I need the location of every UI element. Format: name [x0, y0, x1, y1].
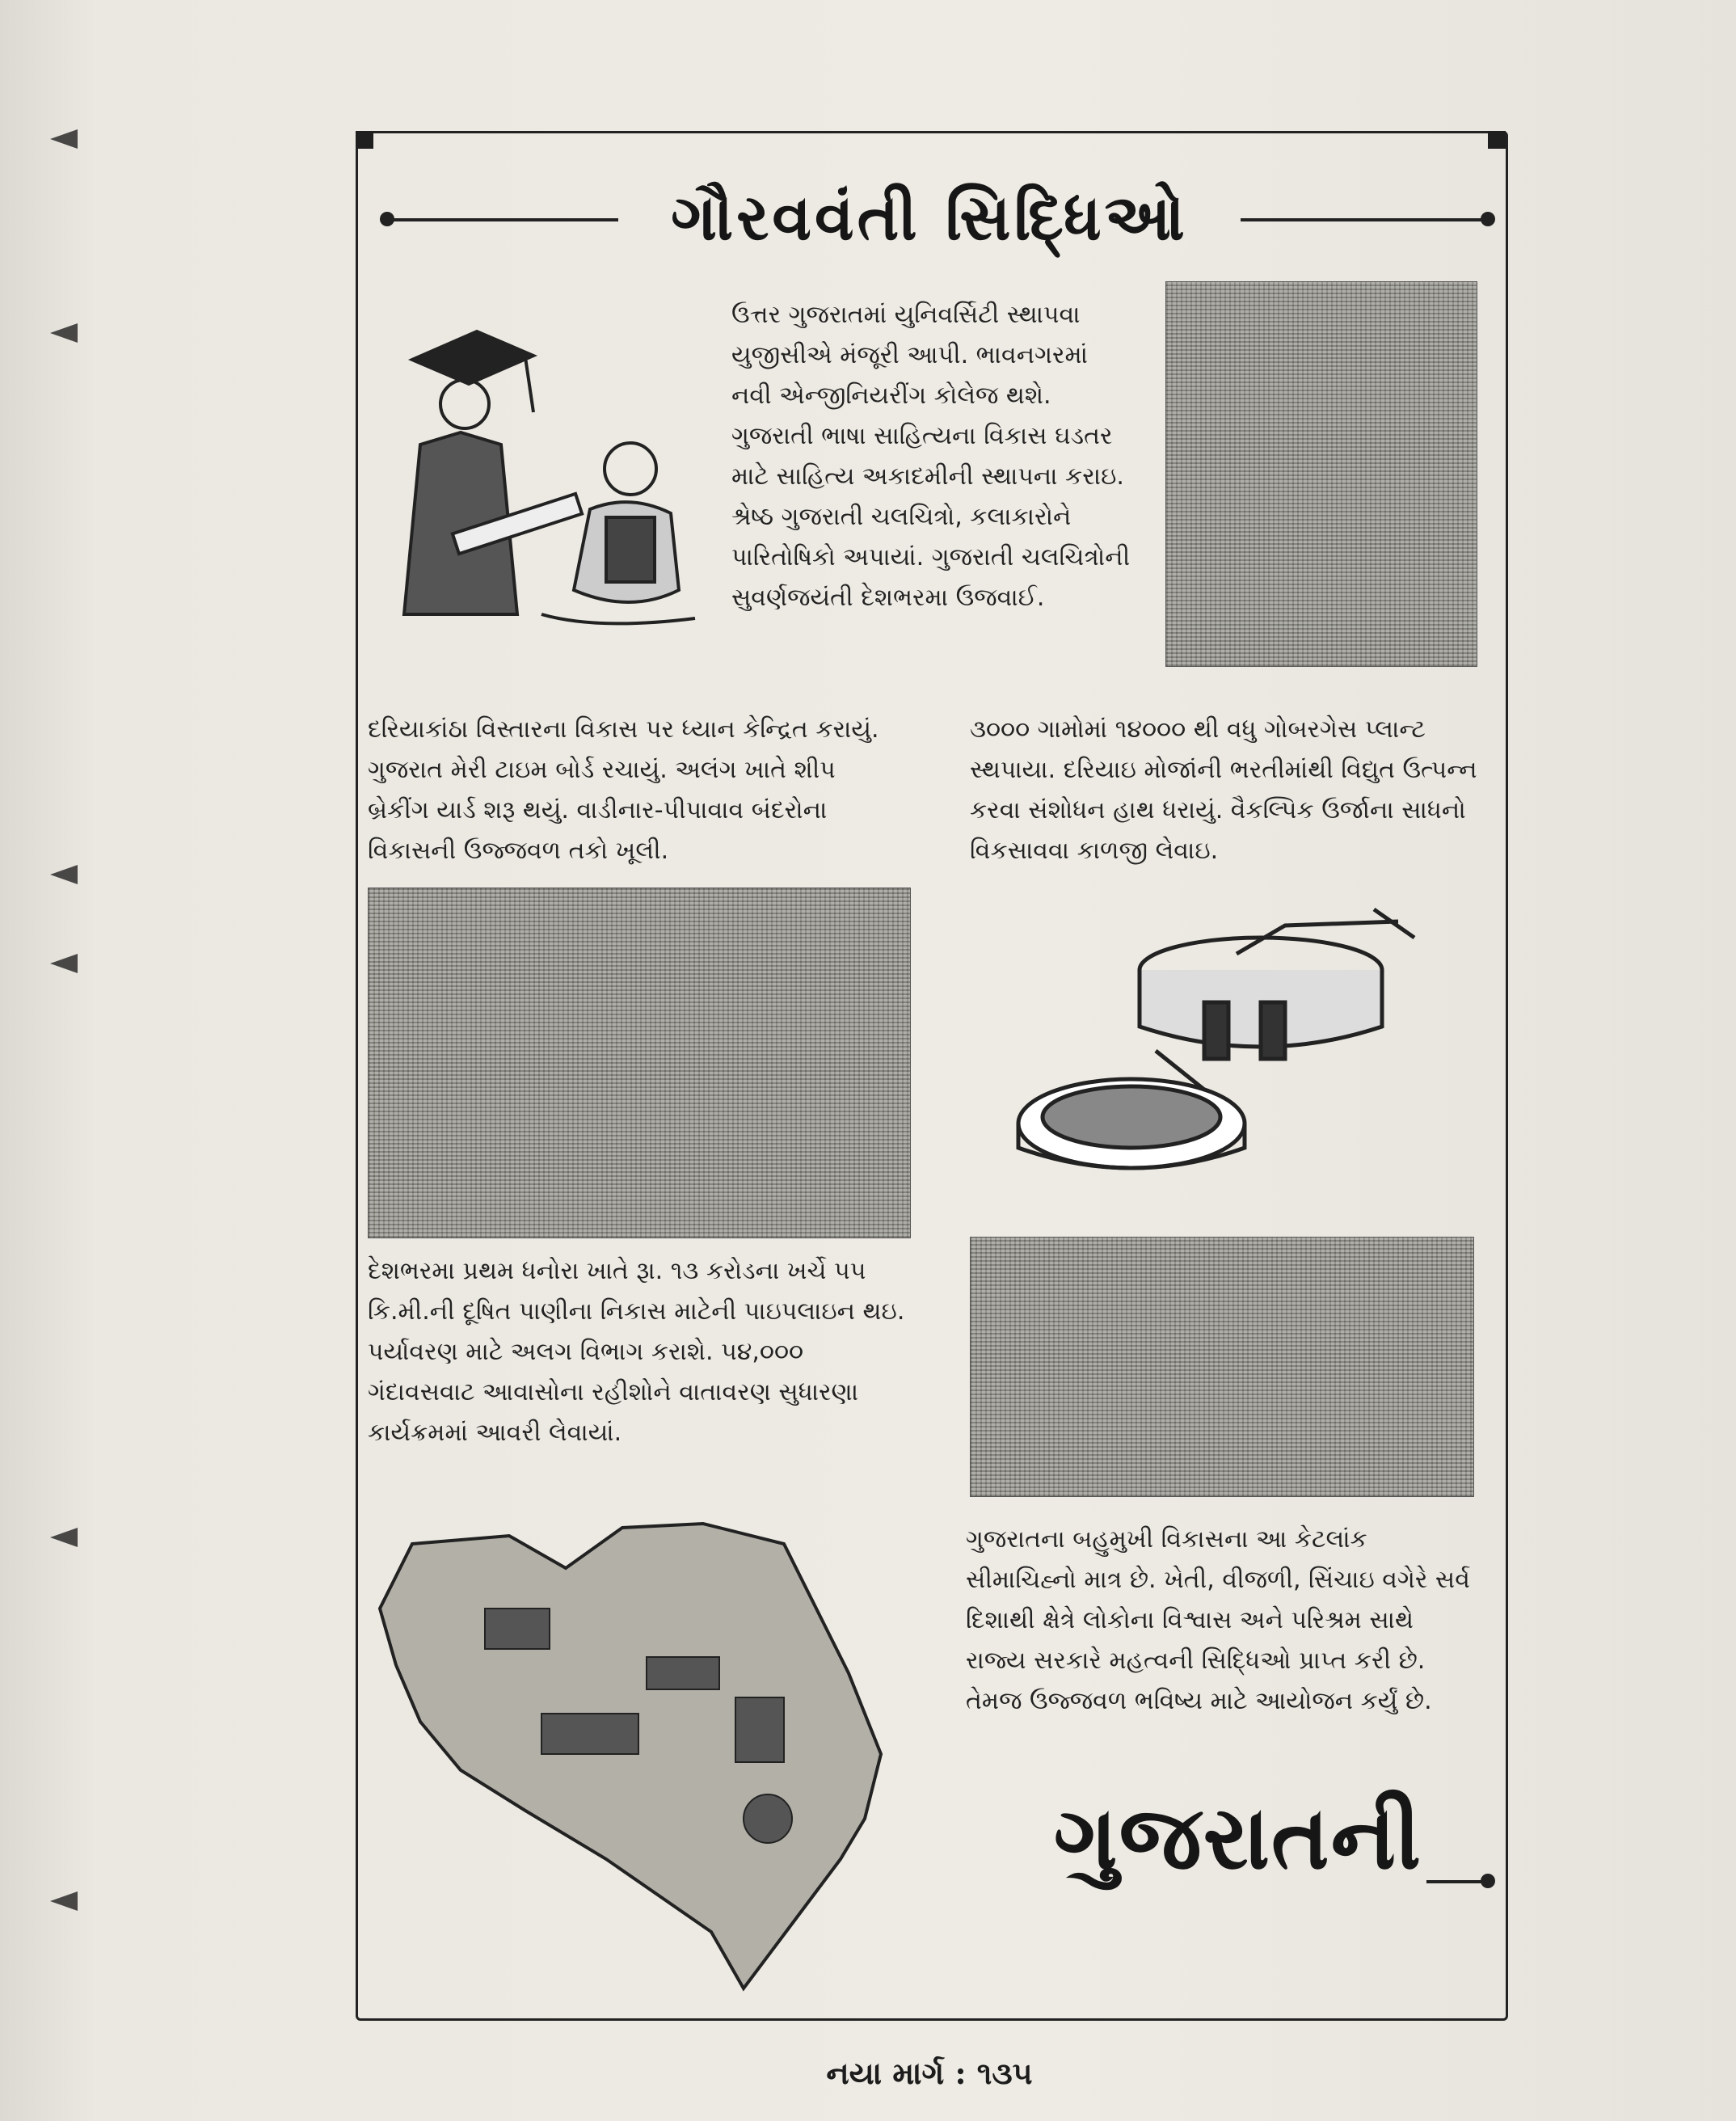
- energy-paragraph: ૩૦૦૦ ગામોમાં ૧૪૦૦૦ થી વધુ ગોબરગેસ પ્લાન્ટ સ્થપાયા. દરિયાઇ મોજાંની ભરતીમાંથી વિદ્યુત ઉત્પન્ન કરવા સંશોધન હાથ ધરાયું. વૈકલ્પિક ઉર્જાના સાધનો વિકસાવવા કાળજી લેવાઇ.: [970, 715, 1477, 865]
- brand-rule: [1426, 1880, 1487, 1883]
- page-footer: નયા માર્ગ : ૧૩૫: [826, 2055, 1033, 2091]
- binding-hole-mark: [50, 1528, 78, 1547]
- binding-hole-mark: [50, 323, 78, 343]
- frame-corner: [1488, 131, 1506, 149]
- education-paragraph: ઉત્તર ગુજરાતમાં યુનિવર્સિટી સ્થાપવા યુજીસીએ મંજૂરી આપી. ભાવનગરમાં નવી એન્જીનિયરીંગ કોલેજ થશે. ગુજરાતી ભાષા સાહિત્યના વિકાસ ઘડતર માટે સાહિત્ય અકાદમીની સ્થાપના કરાઇ. શ્રેષ્ઠ ગુજરાતી ચલચિત્રો, કલાકારોને પારિતોષિકો અપાયાં. ગુજરાતી ચલચિત્રોની સુવર્ણજયંતી દેશભરમા ઉજવાઈ.: [731, 301, 1131, 612]
- summary-paragraph: ગુજરાતના બહુમુખી વિકાસના આ કેટલાંક સીમાચિહ્નો માત્ર છે. ખેતી, વીજળી, સિંચાઇ વગેરે સર્વ દિશાથી ક્ષેત્રે લોકોના વિશ્વાસ અને પરિશ્રમ સાથે રાજ્ય સરકારે મહત્વની સિદ્ધિઓ પ્રાપ્ત કરી છે. તેમજ ઉજ્જવળ ભવિષ્ય માટે આયોજન કર્યું છે.: [966, 1525, 1470, 1715]
- gujarat-map-illustration: [364, 1512, 929, 1997]
- gobar-gas-plant-illustration: [994, 905, 1447, 1212]
- environment-paragraph: દેશભરમા પ્રથમ ધનોરા ખાતે રૂા. ૧૩ કરોડના ખર્ચે ૫૫ કિ.મી.ની દૂષિત પાણીના નિકાસ માટેની પાઇપલાઇન થઇ. પર્યાવરણ માટે અલગ વિભાગ કરાશે. ૫૪,૦૦૦ ગંદાવસવાટ આવાસોના રહીશોને વાતાવરણ સુધારણા કાર્યક્રમમાં આવરી લેવાયાં.: [368, 1257, 905, 1447]
- frame-corner: [356, 131, 373, 149]
- heading-rule: [388, 218, 618, 221]
- pipeline-photo: [970, 1237, 1474, 1497]
- heading-row: [380, 181, 1495, 255]
- coastal-paragraph: દરિયાકાંઠા વિસ્તારના વિકાસ પર ધ્યાન કેન્દ્રિત કરાયું. ગુજરાત મેરી ટાઇમ બોર્ડ રચાયું. અલંગ ખાતે શીપ બ્રેકીંગ યાર્ડ શરૂ થયું. વાડીનાર-પીપાવાવ બંદરોના વિકાસની ઉજ્જવળ તકો ખૂલી.: [368, 715, 879, 865]
- ship-breaking-yard-photo: [368, 888, 911, 1238]
- heading-rule: [1241, 218, 1487, 221]
- binding-hole-mark: [50, 1891, 78, 1911]
- heading-dot: [1481, 212, 1495, 226]
- monument-photo: [1165, 281, 1477, 667]
- graduate-children-illustration: [372, 323, 711, 639]
- brand-title: ગુજરાતની: [1053, 1788, 1422, 1889]
- brand-dot: [1481, 1874, 1495, 1888]
- binding-hole-mark: [50, 865, 78, 884]
- page-heading: ગૌરવવંતી સિદ્ધિઓ: [671, 181, 1188, 255]
- binding-hole-mark: [50, 954, 78, 973]
- binding-hole-mark: [50, 129, 78, 149]
